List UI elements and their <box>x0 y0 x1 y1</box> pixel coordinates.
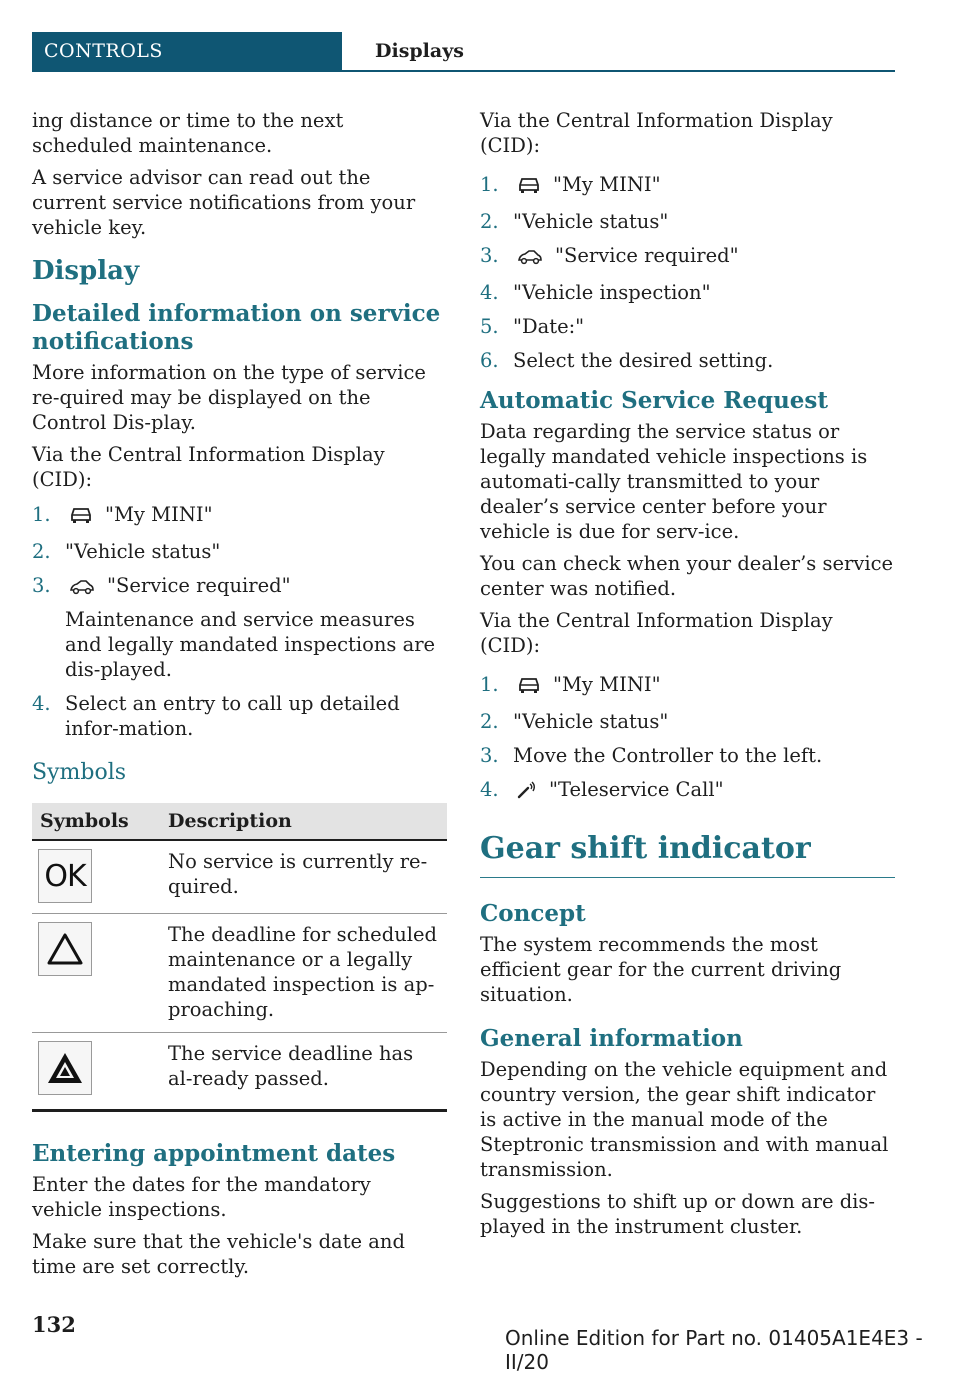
general-paragraph-1: Depending on the vehicle equipment and country version, the gear shift indicator is active in the manual mode of the Steptronic transmission and with manual transmission. <box>480 1058 889 1181</box>
step-text: "My MINI" <box>553 173 661 196</box>
car-icon <box>517 175 541 200</box>
via-cid-text: Via the Central Information Display (CID): <box>480 609 833 657</box>
list-item <box>480 280 895 305</box>
ok-symbol-text: OK <box>44 858 86 894</box>
step-text: "Service required" <box>107 574 291 597</box>
step-number: 4. <box>480 281 499 304</box>
step-text: "Vehicle status" <box>513 710 669 733</box>
step-number: 4. <box>480 778 499 801</box>
detailed-info-paragraph: More information on the type of service re‐quired may be displayed on the Control Dis‐play. <box>32 361 426 434</box>
appointment-steps-list <box>480 172 895 373</box>
display-heading: Display <box>32 256 140 286</box>
concept-paragraph: The system recommends the most efficient gear for the current driving situation. <box>480 933 842 1006</box>
list-item <box>32 573 447 682</box>
teleservice-steps-list <box>480 672 895 805</box>
list-item <box>480 743 895 768</box>
general-paragraph-2: Suggestions to shift up or down are dis‐played in the instrument cluster. <box>480 1190 876 1238</box>
page-number: 132 <box>32 1312 76 1337</box>
step-text: "Date:" <box>513 315 585 338</box>
column-header-description: Description <box>160 803 447 840</box>
step-text: Move the Controller to the left. <box>513 744 823 767</box>
step-text: "My MINI" <box>553 673 661 696</box>
step-number: 3. <box>480 244 499 267</box>
step-number: 1. <box>480 673 499 696</box>
description-cell: No service is currently re‐quired. <box>160 840 447 914</box>
service-car-icon <box>517 246 543 271</box>
step-number: 4. <box>32 692 51 715</box>
general-info-heading: General information <box>480 1025 743 1052</box>
step-number: 2. <box>480 210 499 233</box>
list-item <box>32 502 447 530</box>
car-icon <box>69 505 93 530</box>
section-tab: CONTROLS <box>32 32 342 70</box>
description-cell: The deadline for scheduled maintenance or a legally mandated inspection is ap‐proaching. <box>160 914 447 1033</box>
step-number: 2. <box>480 710 499 733</box>
step-text: "Teleservice Call" <box>549 778 724 801</box>
table-row <box>32 840 447 914</box>
asr-paragraph-1: Data regarding the service status or legally mandated vehicle inspections is automati‐cally transmitted to your dealer’s service center before your vehicle is due for serv‐ice. <box>480 420 868 543</box>
list-item <box>32 539 447 564</box>
concept-heading: Concept <box>480 900 586 927</box>
step-text: "Vehicle inspection" <box>513 281 711 304</box>
list-item <box>32 691 447 741</box>
list-item <box>480 314 895 339</box>
list-item <box>480 172 895 200</box>
table-row <box>32 914 447 1033</box>
list-item <box>480 709 895 734</box>
detailed-info-heading: Detailed information on service notifications <box>32 300 441 355</box>
table-row <box>32 1033 447 1111</box>
step-number: 3. <box>32 574 51 597</box>
list-item <box>480 243 895 271</box>
step-subtext: Maintenance and service measures and legally mandated inspections are dis‐played. <box>65 608 436 681</box>
step-number: 6. <box>480 349 499 372</box>
triangle-outline-icon <box>38 922 92 976</box>
step-text: "Vehicle status" <box>65 540 221 563</box>
header-rule <box>32 70 895 72</box>
asr-paragraph-2: You can check when your dealer’s service center was notified. <box>480 552 894 600</box>
asr-heading: Automatic Service Request <box>480 387 829 414</box>
table-header-row <box>32 803 447 840</box>
via-cid-text: Via the Central Information Display (CID): <box>32 443 385 491</box>
service-car-icon <box>69 576 95 601</box>
appointment-heading: Entering appointment dates <box>32 1140 396 1167</box>
step-number: 1. <box>480 173 499 196</box>
gear-shift-heading: Gear shift indicator <box>480 831 895 878</box>
via-cid-text: Via the Central Information Display (CID): <box>480 109 833 157</box>
triangle-filled-icon <box>38 1041 92 1095</box>
column-header-symbols: Symbols <box>32 803 160 840</box>
left-column <box>32 108 447 1286</box>
car-icon <box>517 675 541 700</box>
list-item <box>480 777 895 805</box>
intro-paragraph-1: ing distance or time to the next scheduled maintenance. <box>32 109 344 157</box>
list-item <box>480 209 895 234</box>
description-cell: The service deadline has al‐ready passed. <box>160 1033 447 1111</box>
list-item <box>480 348 895 373</box>
chapter-title: Displays <box>375 40 464 62</box>
step-text: Select an entry to call up detailed infor‐mation. <box>65 692 400 740</box>
intro-paragraph-2: A service advisor can read out the current service notifications from your vehicle key. <box>32 166 416 239</box>
right-column <box>480 108 895 1246</box>
step-text: "My MINI" <box>105 503 213 526</box>
ok-icon <box>38 849 92 903</box>
appointment-paragraph-2: Make sure that the vehicle's date and time are set correctly. <box>32 1230 405 1278</box>
appointment-paragraph-1: Enter the dates for the mandatory vehicle inspections. <box>32 1173 371 1221</box>
service-steps-list <box>32 502 447 741</box>
symbols-table <box>32 803 447 1112</box>
step-number: 2. <box>32 540 51 563</box>
step-text: "Service required" <box>555 244 739 267</box>
step-number: 1. <box>32 503 51 526</box>
symbols-heading: Symbols <box>32 760 127 785</box>
step-number: 3. <box>480 744 499 767</box>
step-number: 5. <box>480 315 499 338</box>
page-header <box>32 32 895 72</box>
edition-footer: Online Edition for Part no. 01405A1E4E3 - II/20 <box>505 1326 923 1374</box>
list-item <box>480 672 895 700</box>
wrench-signal-icon <box>517 780 537 805</box>
step-text: Select the desired setting. <box>513 349 774 372</box>
step-text: "Vehicle status" <box>513 210 669 233</box>
